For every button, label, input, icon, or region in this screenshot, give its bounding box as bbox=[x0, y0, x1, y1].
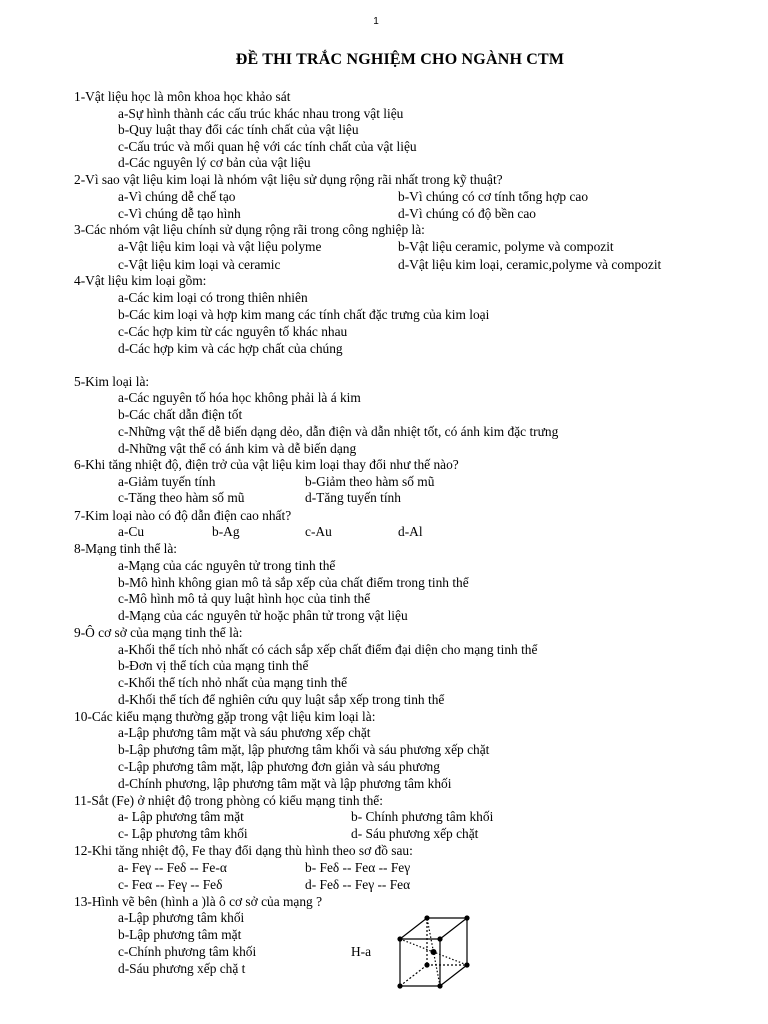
q3-option-d: d-Vật liệu kim loại, ceramic,polyme và compozit bbox=[398, 257, 662, 272]
q11-option-d: d- Sáu phương xếp chặt bbox=[351, 826, 479, 841]
q10-option-d: d-Chính phương, lập phương tâm mặt và lập phương tâm khối bbox=[118, 776, 452, 791]
question-10: 10-Các kiểu mạng thường gặp trong vật liệu kim loại là: bbox=[74, 709, 376, 724]
question-7: 7-Kim loại nào có độ dẫn điện cao nhất? bbox=[74, 508, 292, 523]
exam-title: ĐỀ THI TRẮC NGHIỆM CHO NGÀNH CTM bbox=[235, 51, 565, 68]
q2-option-d: d-Vì chúng có độ bền cao bbox=[398, 206, 536, 221]
q2-option-a: a-Vì chúng dễ chế tạo bbox=[118, 189, 236, 204]
q3-option-c: c-Vật liệu kim loại và ceramic bbox=[118, 257, 281, 272]
q6-option-c: c-Tăng theo hàm số mũ bbox=[118, 490, 245, 505]
q9-option-a: a-Khối thể tích nhỏ nhất có cách sắp xếp chất điểm đại diện cho mạng tinh thể bbox=[118, 642, 538, 657]
q5-option-a: a-Các nguyên tố hóa học không phải là á kim bbox=[118, 390, 361, 405]
q1-option-c: c-Cấu trúc và mối quan hệ với các tính chất của vật liệu bbox=[118, 139, 417, 154]
q13-option-b: b-Lập phương tâm mặt bbox=[118, 927, 242, 942]
q9-option-d: d-Khối thể tích để nghiên cứu quy luật sắp xếp trong tinh thể bbox=[118, 692, 445, 707]
question-2: 2-Vì sao vật liệu kim loại là nhóm vật liệu sử dụng rộng rãi nhất trong kỹ thuật? bbox=[74, 172, 503, 187]
q6-option-b: b-Giảm theo hàm số mũ bbox=[305, 474, 435, 489]
q1-option-d: d-Các nguyên lý cơ bản của vật liệu bbox=[118, 155, 311, 170]
q1-option-b: b-Quy luật thay đổi các tính chất của vật liệu bbox=[118, 122, 359, 137]
q8-option-a: a-Mạng của các nguyên tử trong tinh thể bbox=[118, 558, 336, 573]
q8-option-b: b-Mô hình không gian mô tả sắp xếp của chất điểm trong tinh thể bbox=[118, 575, 469, 590]
q13-option-c: c-Chính phương tâm khối bbox=[118, 944, 257, 959]
question-4: 4-Vật liệu kim loại gồm: bbox=[74, 273, 207, 288]
q2-option-b: b-Vì chúng có cơ tính tổng hợp cao bbox=[398, 189, 589, 204]
q7-option-b: b-Ag bbox=[212, 524, 240, 539]
q11-option-a: a- Lập phương tâm mặt bbox=[118, 809, 244, 824]
q4-option-b: b-Các kim loại và hợp kim mang các tính chất đặc trưng của kim loại bbox=[118, 307, 490, 322]
q13-option-a: a-Lập phương tâm khối bbox=[118, 910, 245, 925]
q8-option-c: c-Mô hình mô tả quy luật hình học của tinh thể bbox=[118, 591, 371, 606]
question-11: 11-Sắt (Fe) ở nhiệt độ trong phòng có kiểu mạng tinh thể: bbox=[74, 793, 383, 808]
unit-cell-cube-diagram bbox=[392, 910, 502, 994]
question-1: 1-Vật liệu học là môn khoa học khảo sát bbox=[74, 89, 291, 104]
q3-option-b: b-Vật liệu ceramic, polyme và compozit bbox=[398, 239, 614, 254]
q4-option-d: d-Các hợp kim và các hợp chất của chúng bbox=[118, 341, 343, 356]
q10-option-b: b-Lập phương tâm mặt, lập phương tâm khối và sáu phương xếp chặt bbox=[118, 742, 490, 757]
question-5: 5-Kim loại là: bbox=[74, 374, 150, 389]
q1-option-a: a-Sự hình thành các cấu trúc khác nhau trong vật liệu bbox=[118, 106, 404, 121]
q5-option-c: c-Những vật thể dễ biến dạng dẻo, dẫn điện và dẫn nhiệt tốt, có ánh kim đặc trưng bbox=[118, 424, 559, 439]
q11-option-c: c- Lập phương tâm khối bbox=[118, 826, 248, 841]
q6-option-a: a-Giảm tuyến tính bbox=[118, 474, 216, 489]
q13-option-d: d-Sáu phương xếp chặ t bbox=[118, 961, 246, 976]
q8-option-d: d-Mạng của các nguyên tử hoặc phân tử trong vật liệu bbox=[118, 608, 408, 623]
q4-option-a: a-Các kim loại có trong thiên nhiên bbox=[118, 290, 308, 305]
question-13: 13-Hình vẽ bên (hình a )là ô cơ sở của mạng ? bbox=[74, 894, 323, 909]
question-8: 8-Mạng tinh thể là: bbox=[74, 541, 178, 556]
q9-option-b: b-Đơn vị thể tích của mạng tinh thể bbox=[118, 658, 309, 673]
q3-option-a: a-Vật liệu kim loại và vật liệu polyme bbox=[118, 239, 322, 254]
question-6: 6-Khi tăng nhiệt độ, điện trở của vật liệu kim loại thay đổi như thế nào? bbox=[74, 457, 459, 472]
q7-option-c: c-Au bbox=[305, 524, 332, 539]
q7-option-d: d-Al bbox=[398, 524, 423, 539]
q12-option-c: c- Feα -- Feγ -- Feδ bbox=[118, 877, 223, 892]
q4-option-c: c-Các hợp kim từ các nguyên tố khác nhau bbox=[118, 324, 348, 339]
q10-option-a: a-Lập phương tâm mặt và sáu phương xếp chặt bbox=[118, 725, 371, 740]
q2-option-c: c-Vì chúng dễ tạo hình bbox=[118, 206, 241, 221]
question-3: 3-Các nhóm vật liệu chính sử dụng rộng rãi trong công nghiệp là: bbox=[74, 222, 425, 237]
question-12: 12-Khi tăng nhiệt độ, Fe thay đổi dạng thù hình theo sơ đồ sau: bbox=[74, 843, 413, 858]
q11-option-b: b- Chính phương tâm khối bbox=[351, 809, 494, 824]
q7-option-a: a-Cu bbox=[118, 524, 145, 539]
q10-option-c: c-Lập phương tâm mặt, lập phương đơn giản và sáu phương bbox=[118, 759, 440, 774]
q6-option-d: d-Tăng tuyến tính bbox=[305, 490, 401, 505]
q9-option-c: c-Khối thể tích nhỏ nhất của mạng tinh thể bbox=[118, 675, 348, 690]
question-9: 9-Ô cơ sở của mạng tinh thể là: bbox=[74, 625, 243, 640]
q12-option-a: a- Feγ -- Feδ -- Fe-α bbox=[118, 860, 227, 875]
q12-option-b: b- Feδ -- Feα -- Feγ bbox=[305, 860, 411, 875]
q12-option-d: d- Feδ -- Feγ -- Feα bbox=[305, 877, 411, 892]
q5-option-d: d-Những vật thể có ánh kim và dễ biến dạng bbox=[118, 441, 357, 456]
figure-label: H-a bbox=[351, 944, 372, 959]
page-number: 1 bbox=[373, 16, 379, 27]
q5-option-b: b-Các chất dẫn điện tốt bbox=[118, 407, 243, 422]
